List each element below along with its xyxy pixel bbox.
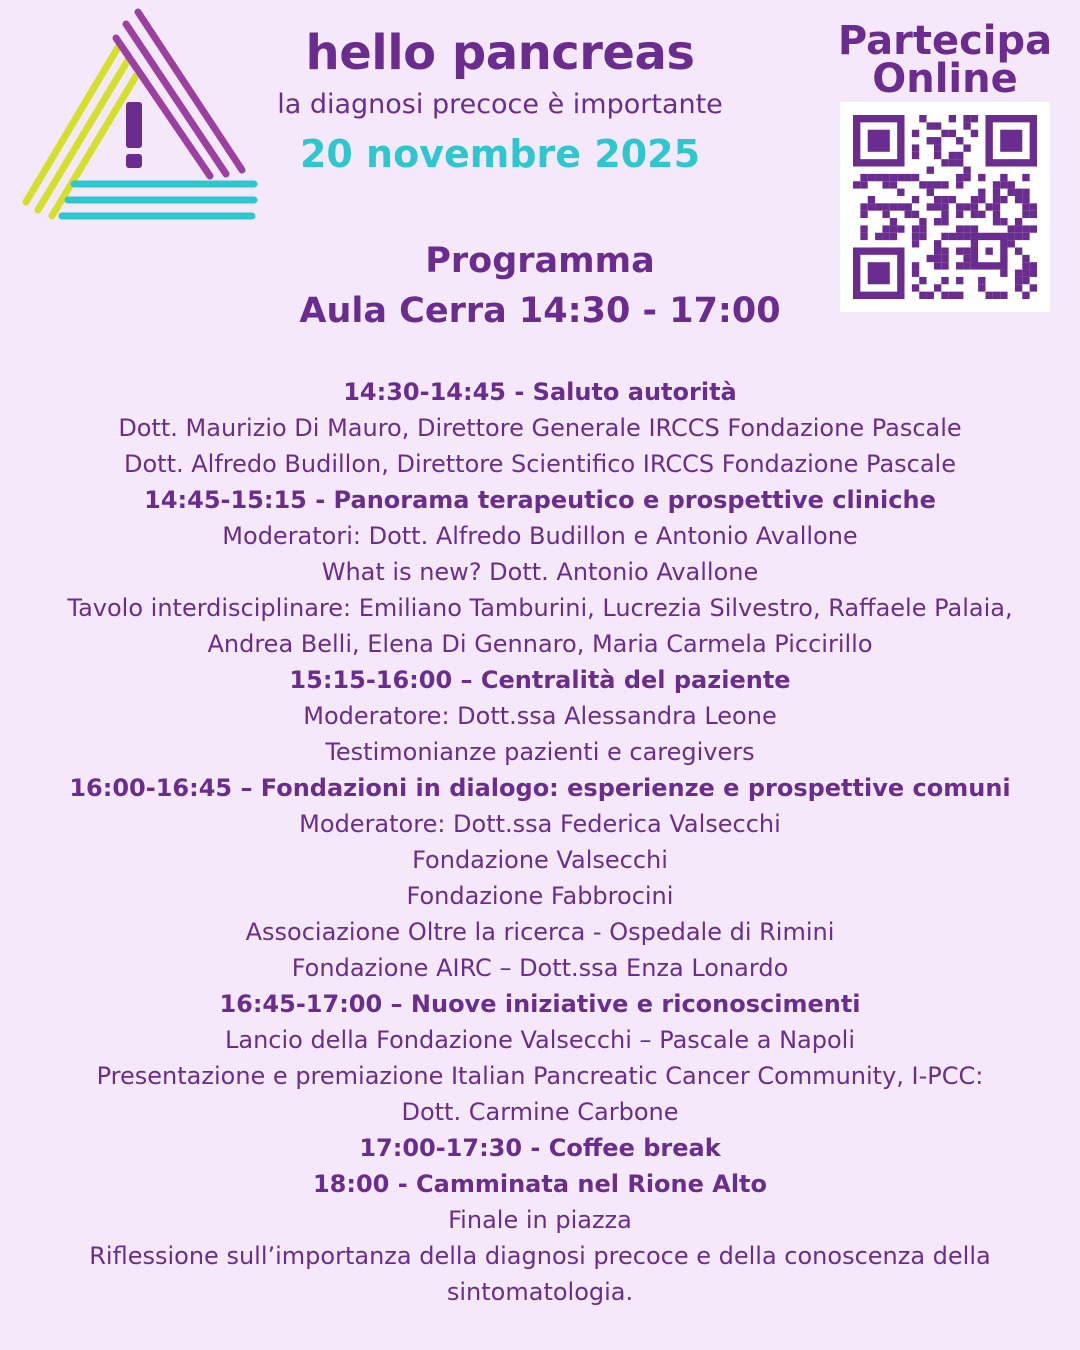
schedule-line: Fondazione Fabbrocini <box>406 882 674 910</box>
schedule-line: Moderatore: Dott.ssa Federica Valsecchi <box>299 810 781 838</box>
schedule-line: Lancio della Fondazione Valsecchi – Pascale a Napoli <box>224 1026 856 1054</box>
schedule-line: Finale in piazza <box>448 1206 632 1234</box>
schedule-session-title: 14:45-15:15 - Panorama terapeutico e prospettive cliniche <box>144 486 936 514</box>
schedule-line: Associazione Oltre la ricerca - Ospedale di Rimini <box>245 918 835 946</box>
event-header <box>240 22 760 180</box>
schedule-session-title: 15:15-16:00 – Centralità del paziente <box>289 666 791 694</box>
schedule-line: Dott. Carmine Carbone <box>401 1098 679 1126</box>
hello-pancreas-logo <box>12 4 260 226</box>
schedule-line: Fondazione Valsecchi <box>412 846 668 874</box>
program-location: Aula Cerra 14:30 - 17:00 <box>299 291 781 331</box>
schedule-line: Dott. Alfredo Budillon, Direttore Scientifico IRCCS Fondazione Pascale <box>124 450 956 478</box>
participate-online-line2: Online <box>872 56 1018 102</box>
event-subtitle: la diagnosi precoce è importante <box>277 89 723 120</box>
schedule-line: Riflessione sull’importanza della diagnosi precoce e della conoscenza della <box>89 1242 991 1270</box>
schedule-line: Moderatori: Dott. Alfredo Budillon e Antonio Avallone <box>222 522 858 550</box>
schedule-session-title: 14:30-14:45 - Saluto autorità <box>343 378 737 406</box>
schedule-line: Andrea Belli, Elena Di Gennaro, Maria Carmela Piccirillo <box>207 630 873 658</box>
exclamation-icon <box>126 102 142 168</box>
schedule-line: Presentazione e premiazione Italian Pancreatic Cancer Community, I-PCC: <box>96 1062 984 1090</box>
participate-online <box>828 18 1062 102</box>
schedule-line: Fondazione AIRC – Dott.ssa Enza Lonardo <box>291 954 789 982</box>
schedule-line: Tavolo interdisciplinare: Emiliano Tamburini, Lucrezia Silvestro, Raffaele Palaia, <box>67 594 1013 622</box>
schedule-line: What is new? Dott. Antonio Avallone <box>321 558 759 586</box>
schedule-session-title: 16:00-16:45 – Fondazioni in dialogo: esperienze e prospettive comuni <box>69 774 1011 802</box>
schedule-session-title: 16:45-17:00 – Nuove iniziative e riconoscimenti <box>219 990 861 1018</box>
schedule-line: Dott. Maurizio Di Mauro, Direttore Generale IRCCS Fondazione Pascale <box>118 414 962 442</box>
program-heading <box>0 236 1080 336</box>
participate-online-line1: Partecipa <box>837 18 1053 64</box>
event-title: hello pancreas <box>305 25 695 81</box>
schedule-session-title: 17:00-17:30 - Coffee break <box>359 1134 721 1162</box>
program-title: Programma <box>425 241 655 281</box>
schedule-line: Moderatore: Dott.ssa Alessandra Leone <box>303 702 777 730</box>
schedule-line: Testimonianze pazienti e caregivers <box>325 738 755 766</box>
schedule-line: sintomatologia. <box>446 1278 634 1306</box>
event-date: 20 novembre 2025 <box>299 132 701 176</box>
schedule-session-title: 18:00 - Camminata nel Rione Alto <box>312 1170 768 1198</box>
schedule-list <box>0 374 1080 1310</box>
